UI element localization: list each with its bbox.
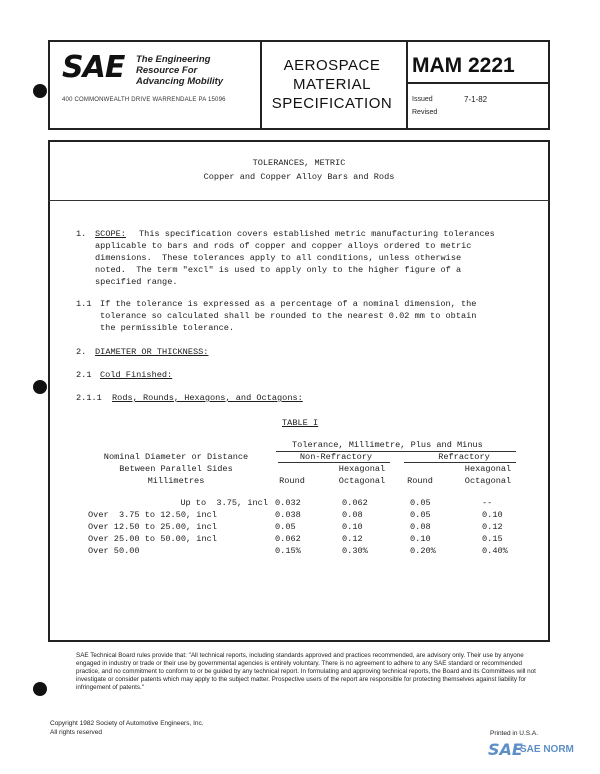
table-group-header: Tolerance, Millimetre, Plus and Minus: [292, 440, 483, 450]
tagline-line: The Engineering: [136, 54, 211, 65]
section-number: 2.1.1: [76, 393, 102, 403]
watermark-text: SAE NORM: [520, 744, 574, 755]
section-number: 1.1: [76, 299, 92, 309]
paragraph-line: This specification covers established metric manufacturing tolerances: [139, 229, 495, 239]
value-cell: 0.10: [482, 510, 503, 520]
value-cell: 0.062: [342, 498, 368, 508]
section-number: 2.1: [76, 370, 92, 380]
table-title: TABLE I: [282, 418, 319, 428]
column-header-octagonal: Octagonal: [338, 476, 386, 486]
doc-number: MAM 2221: [412, 54, 515, 77]
size-cell: Over 50.00: [88, 546, 140, 556]
column-label: Nominal Diameter or Distance: [103, 452, 249, 462]
value-cell: 0.08: [342, 510, 363, 520]
document-title: TOLERANCES, METRIC: [252, 158, 346, 168]
column-header-hexagonal: Hexagonal: [338, 464, 386, 474]
value-cell: 0.30%: [342, 546, 368, 556]
spec-title: [262, 56, 402, 113]
spec-title-line: SPECIFICATION: [271, 95, 393, 112]
value-cell: 0.12: [342, 534, 363, 544]
value-cell: 0.20%: [410, 546, 436, 556]
technical-board-note: SAE Technical Board rules provide that: "All technical reports, including standards approved and practices recommended, are advisory only. Their use by anyone engaged in industry or trade or their use by governmental agencies is entirely voluntary. There is no agreement to adhere to any SAE standard or recommended practice, and no commitment to conform to or be guided by any technical report. In formulating and approving technical reports, the Board and its Committees will not investigate or consider patents which may apply to the subject matter. Prospective users of the report are responsible for protecting themselves against liability for infringement of patents.": [76, 652, 536, 691]
section-number: 1.: [76, 229, 87, 239]
value-cell: 0.08: [410, 522, 431, 532]
subgroup-header-non-refractory: Non-Refractory: [299, 452, 373, 462]
value-cell: 0.15: [482, 534, 503, 544]
value-cell: 0.05: [410, 510, 431, 520]
tagline-line: Resource For: [136, 65, 198, 76]
subgroup-header-refractory: Refractory: [438, 452, 490, 462]
value-cell: 0.40%: [482, 546, 508, 556]
copyright-line: Copyright 1982 Society of Automotive Engineers, Inc.: [50, 720, 204, 727]
spec-title-line: MATERIAL: [293, 76, 371, 93]
spec-title-line: AEROSPACE: [283, 57, 381, 74]
paragraph-line: dimensions. These tolerances apply to all conditions, unless otherwise: [95, 253, 462, 263]
size-cell: Over 3.75 to 12.50, incl: [88, 510, 217, 520]
paragraph-line: tolerance so calculated shall be rounded to the nearest 0.02 mm to obtain: [100, 311, 477, 321]
section-heading: SCOPE:: [95, 229, 126, 239]
column-header-round: Round: [407, 476, 433, 486]
section-number: 2.: [76, 347, 87, 357]
column-header-hexagonal: Hexagonal: [464, 464, 512, 474]
document-subtitle: Copper and Copper Alloy Bars and Rods: [203, 172, 395, 182]
size-cell: Over 25.00 to 50.00, incl: [88, 534, 217, 544]
rights-line: All rights reserved: [50, 729, 103, 736]
printed-in: Printed in U.S.A.: [490, 730, 539, 737]
paragraph-line: specified range.: [95, 277, 178, 287]
size-cell: Up to 3.75, incl: [180, 498, 268, 508]
tagline: [136, 54, 223, 87]
header-divider: [406, 82, 548, 84]
paragraph-line: noted. The term "excl" is used to apply only to the higher figure of a: [95, 265, 462, 275]
value-cell: 0.05: [275, 522, 296, 532]
column-header-octagonal: Octagonal: [464, 476, 512, 486]
value-cell: 0.032: [275, 498, 301, 508]
punch-hole: [33, 682, 47, 696]
punch-hole: [33, 84, 47, 98]
column-label: Millimetres: [147, 476, 205, 486]
table-rule: [278, 462, 390, 463]
revised-label: Revised: [412, 109, 438, 116]
title-divider: [48, 200, 550, 201]
section-heading: DIAMETER OR THICKNESS:: [95, 347, 209, 357]
header-divider: [406, 42, 408, 128]
copyright: [50, 719, 204, 737]
sae-logo: SAE: [62, 50, 125, 85]
table-rule: [404, 462, 516, 463]
issued-date: 7-1-82: [464, 95, 488, 104]
value-cell: 0.12: [482, 522, 503, 532]
value-cell: 0.062: [275, 534, 301, 544]
value-cell: 0.038: [275, 510, 301, 520]
value-cell: 0.05: [410, 498, 431, 508]
document-body: [48, 140, 550, 642]
column-header-round: Round: [279, 476, 305, 486]
paragraph-line: the permissible tolerance.: [100, 323, 235, 333]
value-cell: 0.10: [342, 522, 363, 532]
value-cell: --: [482, 498, 493, 508]
column-label: Between Parallel Sides: [119, 464, 233, 474]
value-cell: 0.15%: [275, 546, 301, 556]
watermark-logo: SAE: [488, 740, 523, 759]
value-cell: 0.10: [410, 534, 431, 544]
issued-label: Issued: [412, 96, 433, 103]
address: 400 COMMONWEALTH DRIVE WARRENDALE PA 15096: [62, 97, 226, 103]
section-heading: Rods, Rounds, Hexagons, and Octagons:: [112, 393, 303, 403]
section-heading: Cold Finished:: [100, 370, 173, 380]
punch-hole: [33, 380, 47, 394]
paragraph-line: applicable to bars and rods of copper and copper alloys ordered to metric: [95, 241, 472, 251]
paragraph-line: If the tolerance is expressed as a percentage of a nominal dimension, the: [100, 299, 477, 309]
tagline-line: Advancing Mobility: [136, 76, 224, 87]
size-cell: Over 12.50 to 25.00, incl: [88, 522, 217, 532]
